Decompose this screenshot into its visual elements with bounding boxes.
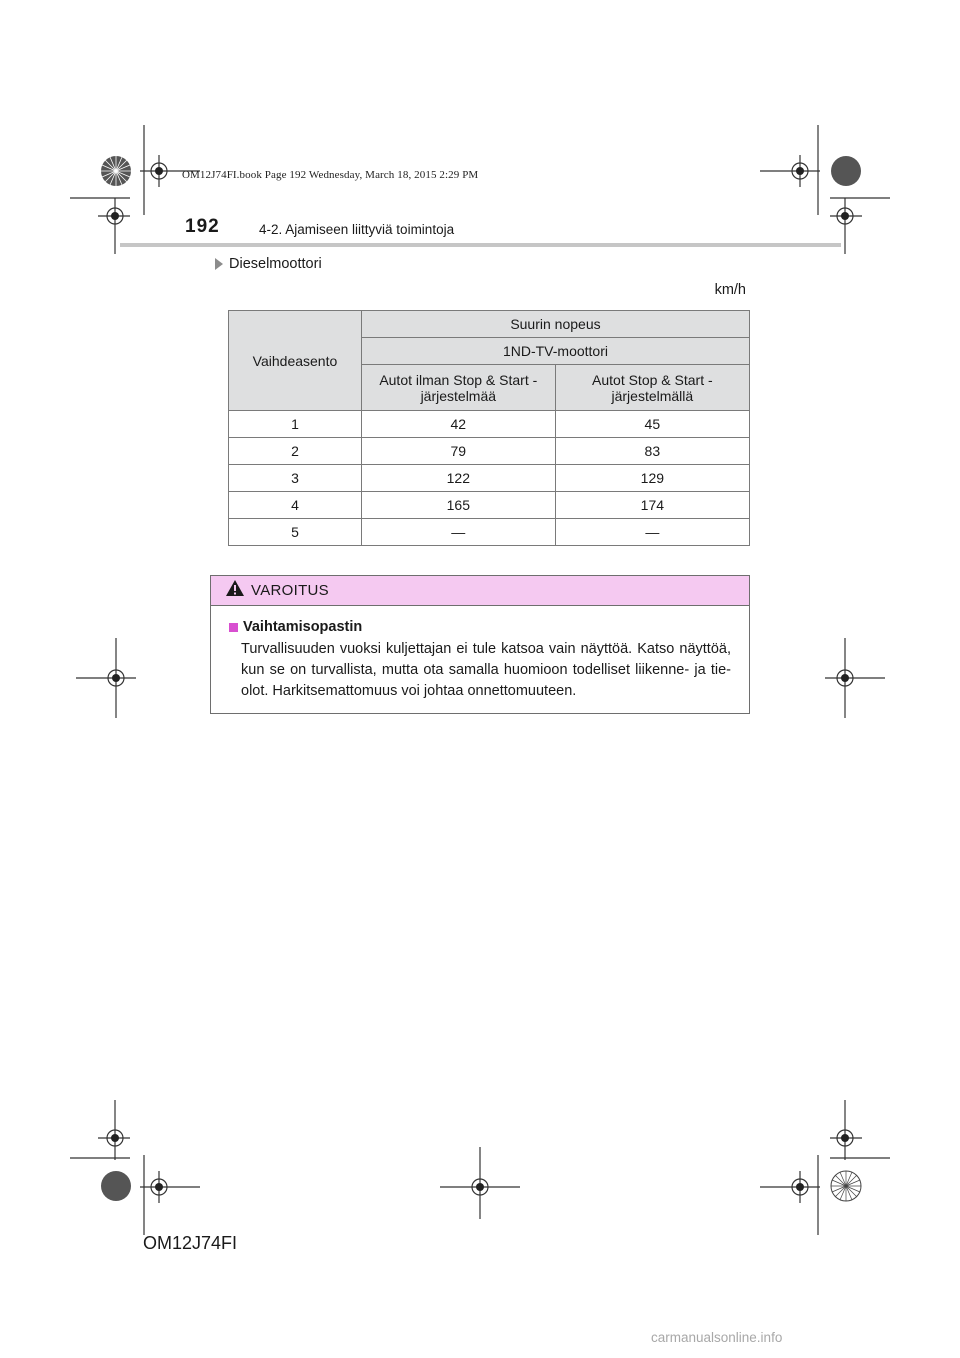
warning-text: Turvallisuuden vuoksi kuljettajan ei tule katsoa vain näyttöä. Katso näyttöä, kun se on turvallista, mutta ota samalla huomioon todelliset liikenne- ja tie-olot. Harkitsemattomuus voi johtaa onnettomuuteen.	[241, 641, 731, 699]
table-row	[229, 465, 750, 492]
col-header-with-stop-start: Autot Stop & Start -järjestelmällä	[555, 365, 749, 411]
speed-with-cell: 129	[555, 465, 749, 492]
col-header-without-stop-start: Autot ilman Stop & Start -järjestelmää	[361, 365, 555, 411]
speed-with-cell: 174	[555, 492, 749, 519]
speed-without-cell: 42	[361, 411, 555, 438]
warning-title: VAROITUS	[251, 582, 329, 599]
gear-cell: 5	[229, 519, 362, 546]
table-row	[229, 411, 750, 438]
watermark: carmanualsonline.info	[651, 1330, 783, 1345]
header-rule	[120, 243, 841, 247]
warning-box	[210, 575, 750, 714]
footer-code: OM12J74FI	[143, 1233, 238, 1253]
crop-mark-bottom-left-rosette	[100, 1170, 132, 1202]
crop-mark-bottom-right-side	[830, 1100, 890, 1160]
crop-mark-mid-right	[825, 638, 885, 718]
gear-cell: 2	[229, 438, 362, 465]
warning-subtitle-row	[229, 617, 731, 638]
gear-cell: 4	[229, 492, 362, 519]
max-speed-table	[228, 310, 750, 546]
crop-mark-bottom-center	[440, 1147, 520, 1219]
group-header-max-speed: Suurin nopeus	[361, 311, 749, 338]
crop-mark-top-right-crosshair	[760, 125, 820, 215]
engine-header: 1ND-TV-moottori	[361, 338, 749, 365]
crop-mark-bottom-right-rosette	[830, 1170, 862, 1202]
triangle-bullet-icon	[215, 258, 223, 270]
crop-mark-bottom-left-crosshair	[140, 1155, 200, 1235]
crop-mark-bottom-left-side	[70, 1100, 130, 1160]
speed-unit: km/h	[714, 282, 746, 298]
section-heading	[215, 256, 322, 272]
square-bullet-icon	[229, 623, 238, 632]
chapter-title: 4-2. Ajamiseen liittyviä toimintoja	[259, 222, 455, 237]
gear-cell: 1	[229, 411, 362, 438]
warning-body	[211, 606, 749, 702]
speed-without-cell: —	[361, 519, 555, 546]
crop-mark-bottom-right-crosshair	[760, 1155, 820, 1235]
speed-without-cell: 122	[361, 465, 555, 492]
speed-with-cell: 83	[555, 438, 749, 465]
speed-with-cell: —	[555, 519, 749, 546]
warning-header	[211, 576, 749, 606]
col-header-gear: Vaihdeasento	[229, 311, 362, 411]
crop-mark-top-left-rosette	[100, 155, 132, 187]
warning-subtitle: Vaihtamisopastin	[243, 619, 363, 635]
warning-triangle-icon	[225, 579, 245, 602]
speed-without-cell: 79	[361, 438, 555, 465]
table-row	[229, 492, 750, 519]
speed-without-cell: 165	[361, 492, 555, 519]
gear-cell: 3	[229, 465, 362, 492]
table-row	[229, 438, 750, 465]
table-row	[229, 519, 750, 546]
crop-mark-top-right-rosette	[830, 155, 862, 187]
section-title: Dieselmoottori	[229, 256, 322, 272]
speed-with-cell: 45	[555, 411, 749, 438]
crop-mark-mid-left	[76, 638, 136, 718]
file-stamp: OM12J74FI.book Page 192 Wednesday, March 18, 2015 2:29 PM	[182, 169, 479, 181]
page-number: 192	[185, 216, 220, 237]
